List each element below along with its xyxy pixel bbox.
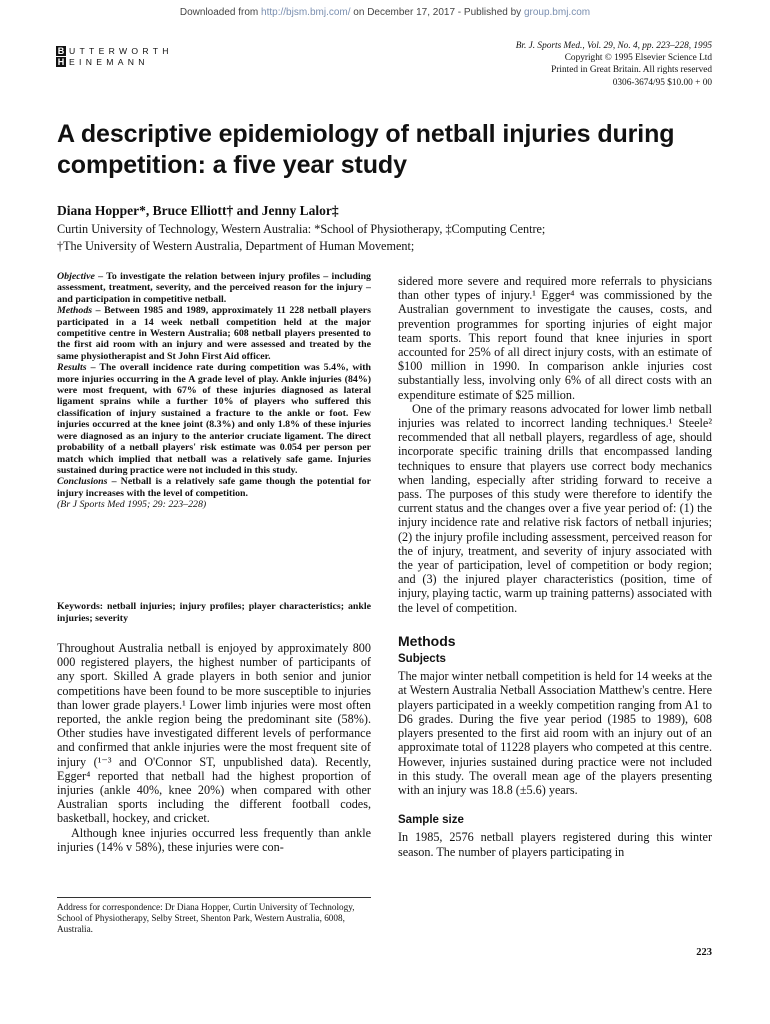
citation-printed: Printed in Great Britain. All rights reserved (551, 65, 712, 76)
logo-word-1: UTTERWORTH (69, 46, 173, 56)
methods-heading: Methods (398, 632, 456, 649)
logo-letter-b: B (57, 46, 65, 56)
download-banner (0, 7, 770, 18)
logo-word-2: EINEMANN (69, 57, 149, 67)
publisher-logo (56, 46, 186, 68)
author-list: Diana Hopper*, Bruce Elliott† and Jenny Lalor‡ (57, 203, 339, 218)
banner-middle: on December 17, 2017 - Published by (350, 7, 524, 18)
objective-text: – To investigate the relation between injury profiles – including assessment, treatment, severity, and the perceived reason for the injury – and participation in competitive netball. (57, 271, 371, 305)
intro-paragraph-2: Although knee injuries occurred less frequently than ankle injuries (14% v 58%), these injuries were con- (57, 825, 371, 854)
abstract-reference: (Br J Sports Med 1995; 29: 223–228) (57, 499, 207, 511)
citation-copyright: Copyright © 1995 Elsevier Science Ltd (564, 53, 712, 64)
objective-label: Objective (57, 271, 95, 282)
subjects-paragraph: The major winter netball competition is held for 14 weeks at the at Western Australia Netball Association Matthew's centre. Here players participated in a weekly competition ranging from A1 to D6 grades. During the five year period (1985 to 1989), 608 players presented to the first aid room with an injury out of an approximate total of 11228 players who competed at this centre. However, injuries sustained during practice were not included in this study. The overall mean age of the players presenting with an injury was 18.8 (±5.6) years. (398, 669, 712, 797)
correspondence-footnote: Address for correspondence: Dr Diana Hopper, Curtin University of Technology, School of Physiotherapy, Selby Street, Shenton Park, Western Australia, 6008, Australia. (57, 897, 371, 936)
intro-paragraph-1: Throughout Australia netball is enjoyed by approximately 800 000 registered players, the highest number of participants of any sport. Skilled A grade players in both senior and junior competitions have been found to be more susceptible to injuries than lower grade players.¹ Lower limb injuries were most often reported, the ankle region being the predominant site (58%). Other studies have investigated different levels of performance and confirmed that ankle injuries were the most frequent site of injury (¹⁻³ and O'Connor ST, unpublished data). Recently, Egger⁴ reported that netball had the highest proportion of injuries (ankle 40%, knee 20%) when compared with other Australian sports including the different football codes, basketball, hockey, and cricket. (57, 641, 371, 826)
logo-letter-h: H (57, 57, 65, 67)
publisher-link[interactable]: group.bmj.com (523, 7, 591, 18)
conclusions-label: Conclusions (57, 476, 108, 488)
abstract (57, 271, 371, 511)
methods-label: Methods (57, 305, 93, 317)
subjects-heading: Subjects (398, 653, 446, 666)
sample-size-heading: Sample size (398, 814, 464, 827)
affiliations (57, 221, 545, 254)
sample-size-paragraph: In 1985, 2576 netball players registered during this winter season. The number of players participating in (398, 830, 712, 859)
left-column-body (57, 641, 371, 854)
keywords: Keywords: netball injuries; injury profiles; player characteristics; ankle injuries; severity (57, 601, 371, 624)
conclusions-text: – Netball is a relatively safe game though the potential for injury increases with the level of competition. (57, 476, 371, 499)
methods-text: – Between 1985 and 1989, approximately 11 228 netball players participated in a 14 week netball competition held at the major competitive centre in Western Australia; 608 netball players presented to the first aid room with an injury and were assessed and treated by the same physiotherapist and St John First Aid officer. (57, 305, 371, 362)
article-title: A descriptive epidemiology of netball injuries during competition: a five year study (57, 120, 675, 179)
affiliation-line-2: †The University of Western Australia, Department of Human Movement; (57, 238, 415, 253)
page-number: 223 (696, 947, 712, 958)
banner-prefix: Downloaded from (179, 7, 262, 18)
citation-block (516, 40, 712, 89)
results-label: Results (57, 362, 87, 374)
intro-paragraph-3: sidered more severe and required more referrals to physicians than other types of injury.¹ Egger⁴ was commissioned by the Australian government to investigate the causes, costs, and prevention programmes for sporting injuries of eight major team sports. This report found that knee injuries in sport accounted for 25% of all direct injury costs, with an estimate of $100 million in 1990. In comparison ankle injuries cost substantially less, involving only 6% of all direct costs with an expenditure estimate of $25 million. (398, 274, 712, 402)
results-text: – The overall incidence rate during competition was 5.4%, with more injuries occurring in the A grade level of play. Ankle injuries (84%) were most frequent, with 67% of these injuries diagnosed as lateral ligament sprains while a further 10% of players who suffered this classification of injury sustained a fracture to the ankle or foot. Few injuries occurred at the knee joint (8.3%) and only 1.8% of these injuries were diagnosed as an injury to the anterior cruciate ligament. The direct probability of a netball players' risk estimate was 0.054 per person per match which implied that netball was a relatively safe game. Injuries sustained during practice were not included in this study. (57, 362, 371, 476)
affiliation-line-1: Curtin University of Technology, Western Australia: *School of Physiotherapy, ‡Computing Centre; (57, 222, 546, 236)
source-url-link[interactable]: http://bjsm.bmj.com/ (261, 7, 351, 18)
intro-paragraph-4: One of the primary reasons advocated for lower limb netball injuries was related to incorrect landing techniques.¹ Steele² recommended that all netball players, regardless of age, should incorporate specific training drills that encompassed landing techniques to ensure that players use correct body mechanics when landing, especially after striding forward to receive a pass. The purposes of this study were therefore to identify the current status and the changes over a five year period of: (1) the injury incidence rate and relative risk factors of netball injuries; (2) the injury profile including assessment, perceived reason for the of injury, treatment, and severity of injury associated with the year of participation, level of competition or body region; and (3) the injured player characteristics (position, time of injury, playing tactic, warm up training patterns) associated with the level of competition. (398, 401, 712, 615)
citation-journal: Br. J. Sports Med., Vol. 29, No. 4, pp. 223–228, 1995 (515, 41, 712, 51)
citation-issn: 0306-3674/95 $10.00 + 00 (612, 77, 712, 88)
right-column-body (398, 274, 712, 859)
